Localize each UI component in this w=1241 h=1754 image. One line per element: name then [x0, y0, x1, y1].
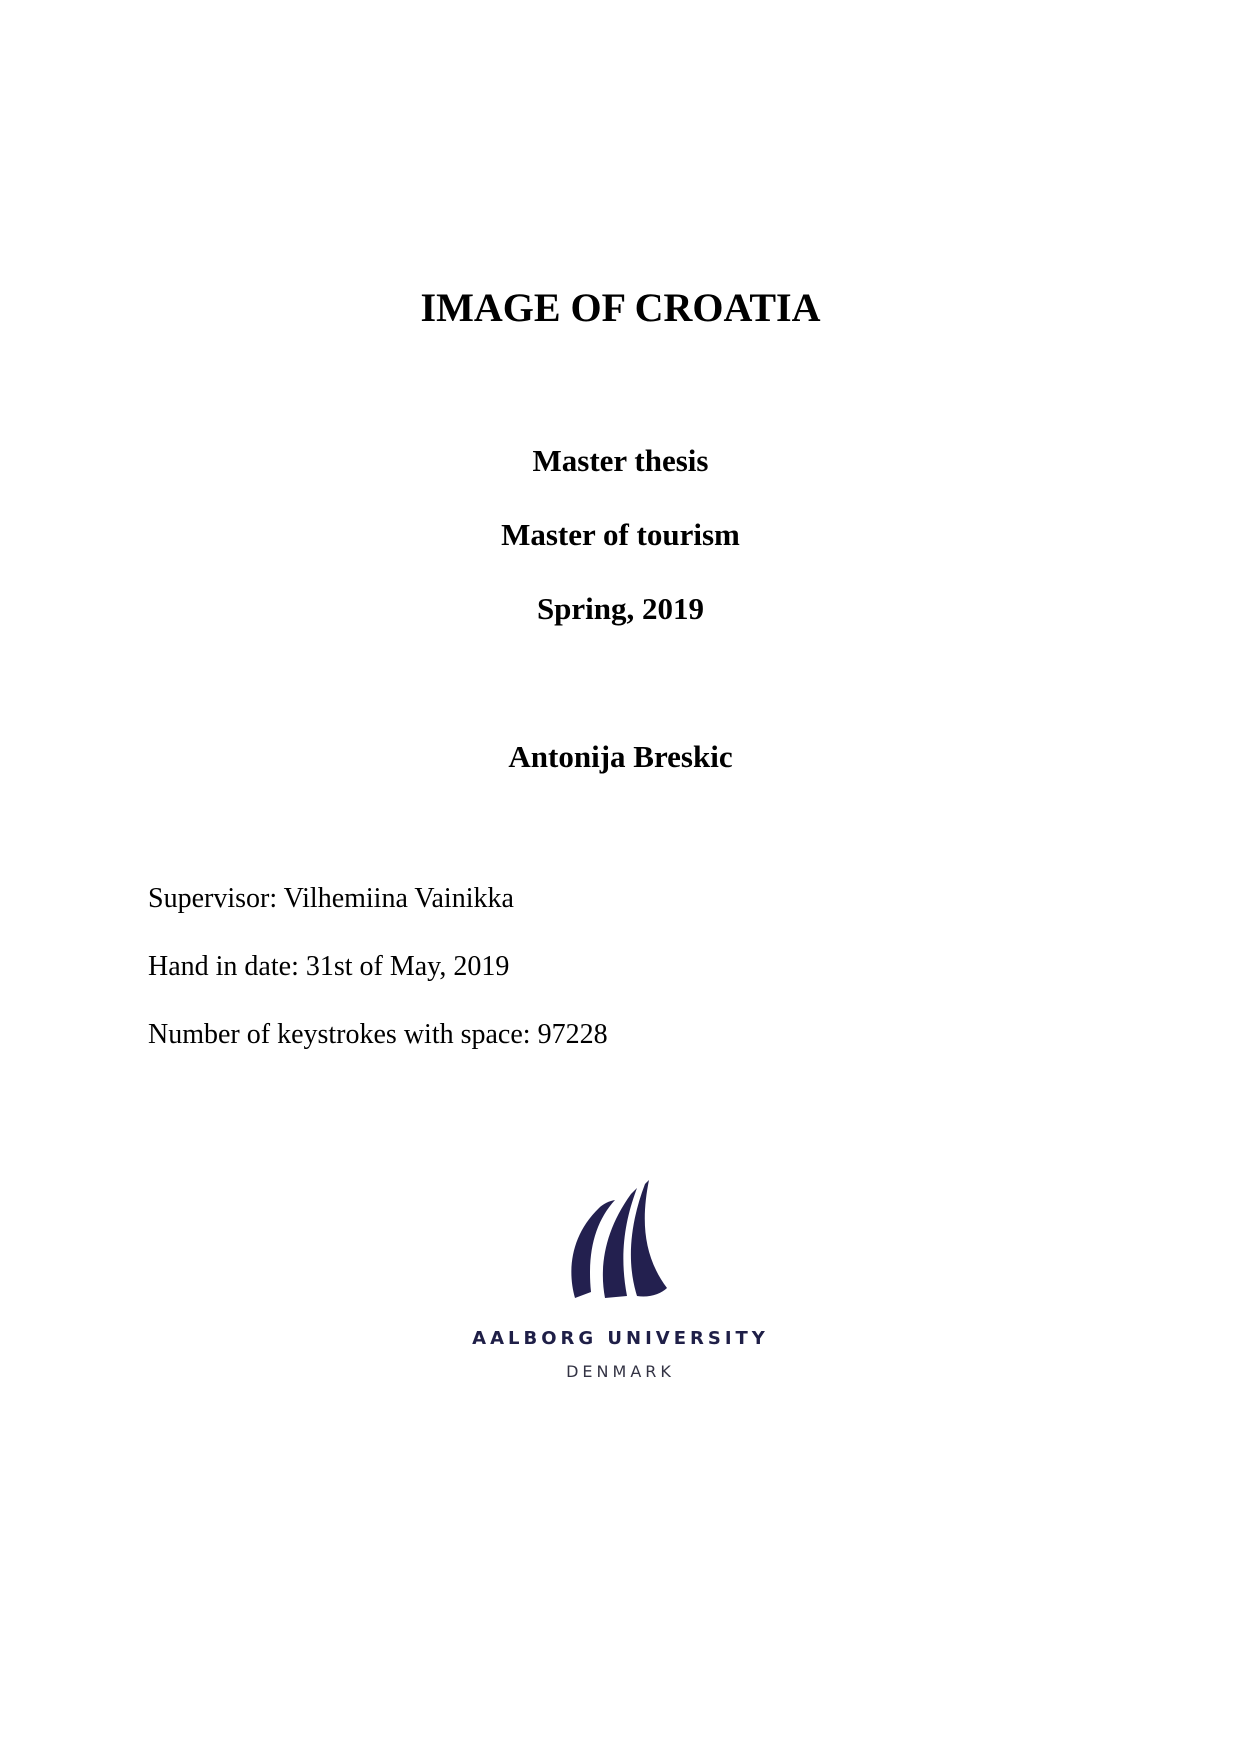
thesis-type: Master thesis [532, 443, 709, 478]
keystrokes-line: Number of keystrokes with space: 97228 [148, 1019, 608, 1050]
supervisor-line: Supervisor: Vilhemiina Vainikka [148, 883, 514, 914]
thesis-title: IMAGE OF CROATIA [420, 285, 821, 330]
programme: Master of tourism [501, 517, 740, 552]
aalborg-university-wave-logo-icon [565, 1180, 675, 1300]
university-country: DENMARK [566, 1362, 675, 1381]
hand-in-date-line: Hand in date: 31st of May, 2019 [148, 951, 510, 982]
term: Spring, 2019 [536, 591, 705, 626]
university-name: AALBORG UNIVERSITY [472, 1328, 769, 1349]
author-name: Antonija Breskic [508, 739, 733, 774]
